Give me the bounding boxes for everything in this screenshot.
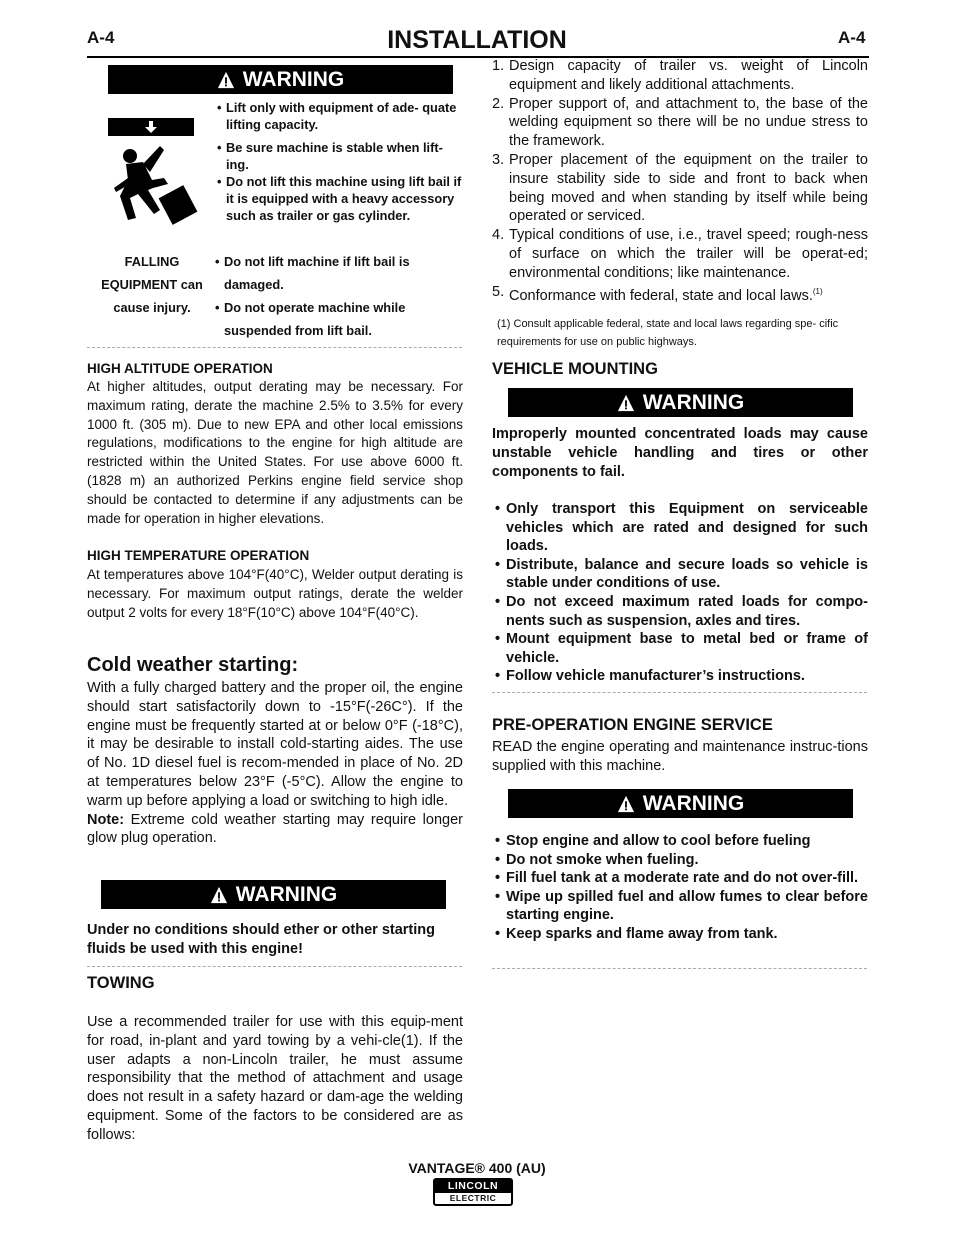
lift-warning-item: • Lift only with equipment of ade- quate lifting capacity. [215,99,465,133]
lift-warning-list-top [215,99,465,224]
lift-warning-header [108,65,453,94]
logo-top-text: LINCOLN [435,1180,511,1193]
warning-label: WARNING [242,67,345,91]
footnote: (1) Consult applicable federal, state and local laws regarding spe- cific requirements for use on public highways. [497,318,839,348]
warning-triangle-icon [210,886,228,904]
fuel-warning-item: • Do not smoke when fueling. [492,851,868,870]
note-label: Note: [87,811,125,828]
page-number-left: A-4 [87,28,115,47]
vehicle-warning-item: • Only transport this Equipment on serviceable vehicles which are rated and designed for such loads. [492,500,868,556]
lift-warning-item: • Be sure machine is stable when lift- ing. [215,139,465,173]
fuel-warning-header [508,789,853,818]
factor-item: 5. Conformance with federal, state and local laws.$^{(1)}$ [492,283,823,304]
vehicle-warning-item: • Distribute, balance and secure loads so vehicle is stable under conditions of use. [492,556,868,593]
falling-equipment-caption [88,250,216,319]
page-title: INSTALLATION [387,26,567,54]
fuel-warning-item: • Fill fuel tank at a moderate rate and do not over-fill. [492,869,868,888]
fuel-warning-item: • Wipe up spilled fuel and allow fumes to clear before starting engine. [492,888,868,925]
caption-line: EQUIPMENT can [101,277,203,292]
ether-warning-header [101,880,446,909]
vehicle-warning-item: • Mount equipment base to metal bed or frame of vehicle. [492,630,868,667]
vehicle-warning-intro: Improperly mounted concentrated loads may cause unstable vehicle handling and tires or other components to fail. [492,426,868,480]
warning-label: WARNING [235,882,338,906]
high-temperature-heading: HIGH TEMPERATURE OPERATION [87,548,310,563]
logo-bottom-text: ELECTRIC [449,1193,497,1203]
vehicle-warning-item: • Follow vehicle manufacturer’s instructions. [492,667,868,686]
fuel-warning-list [492,832,868,944]
footnote-ref: (1) [812,286,823,296]
ether-warning-text: Under no conditions should ether or other starting fluids be used with this engine! [87,922,436,957]
factor-item: 1. Design capacity of trailer vs. weight of Lincoln equipment and likely additional attachments. [492,58,868,93]
caption-line: FALLING [124,254,180,269]
lift-warning-item: • Do not operate machine while suspended from lift bail. [213,296,445,342]
footer-model: VANTAGE® 400 (AU) [408,1160,546,1176]
warning-triangle-icon [617,795,635,813]
page-number-right: A-4 [838,28,866,47]
vehicle-warning-item: • Do not exceed maximum rated loads for compo-nents such as suspension, axles and tires. [492,593,868,630]
warning-label: WARNING [642,390,745,414]
factor-item: 2. Proper support of, and attachment to, the base of the welding equipment so there will be no undue stress to the framework. [492,95,868,150]
falling-equipment-icon [108,118,200,228]
warning-triangle-icon [617,394,635,412]
lift-warning-item: • Do not lift machine if lift bail is damaged. [213,250,445,296]
vehicle-warning-list [492,500,868,686]
section-divider [492,968,867,969]
warning-triangle-icon [217,71,235,89]
lift-warning-list-bottom [213,250,445,342]
high-altitude-body: At higher altitudes, output derating may be necessary. For maximum rating, derate the machine 2.5% to 3.5% for every 1000 ft. (305 m). Due to new EPA and other local emissions regulations, modifications to the engine for high altitude are restricted within the United States. For use above 6000 ft.(1828 m) an authorized Perkins engine field service shop should be contacted to determine if any adjustments can be made for operation in higher elevations. [87,379,463,526]
caption-line: cause injury. [113,300,191,315]
towing-body: Use a recommended trailer for use with this equip-ment for road, in-plant and yard towing by a vehi-cle(1). If the user adapts a non-Lincoln trailer, he must assume responsibility that the method of attachment and usage does not result in a safety hazard or dam-age the welding equipment. Some of the factors to be considered are as follows: [87,1014,463,1143]
factor-item: 4. Typical conditions of use, i.e., travel speed; rough-ness of surface on which the trailer will be operat-ed; environmental conditions; like maintenance. [492,227,868,281]
high-temperature-body: At temperatures above 104°F(40°C), Welder output derating is necessary. For maximum output ratings, derate the welder output 2 volts for every 18°F(10°C) above 104°F(40°C). [87,567,463,620]
towing-factors-list [492,57,868,305]
note-text: Extreme cold weather starting may require longer glow plug operation. [87,811,463,847]
high-altitude-heading: HIGH ALTITUDE OPERATION [87,361,273,376]
lincoln-electric-logo [433,1178,513,1206]
towing-heading: TOWING [87,974,155,992]
pre-operation-heading: PRE-OPERATION ENGINE SERVICE [492,716,773,734]
fuel-warning-item: • Keep sparks and flame away from tank. [492,925,868,944]
section-divider [87,966,462,967]
section-divider [492,692,867,693]
cold-weather-text: With a fully charged battery and the proper oil, the engine should start satisfactorily down to -15°F(-26C°). If the engine must be frequently started at or below 0°F (-18°C), it may be desirable to install cold-starting aides. The use of No. 1D diesel fuel is recom-mended in place of No. 2D at temperatures below 23°F (-5°C). Allow the engine to warm up before applying a load or switching to high idle. [87,680,463,809]
cold-weather-heading: Cold weather starting: [87,654,299,676]
warning-label: WARNING [642,791,745,815]
pre-operation-body: READ the engine operating and maintenance instruc-tions supplied with this machine. [492,739,868,774]
vehicle-warning-header [508,388,853,417]
section-divider [87,347,462,348]
vehicle-mounting-heading: VEHICLE MOUNTING [492,360,658,378]
factor-item: 3. Proper placement of the equipment on the trailer to insure stability side to side and front to back when being moved and when standing by itself while being operated or serviced. [492,151,868,225]
lift-warning-item: • Do not lift this machine using lift bail if it is equipped with a heavy accessory such as trailer or gas cylinder. [215,173,465,224]
cold-weather-body [87,679,463,848]
fuel-warning-item: • Stop engine and allow to cool before fueling [492,832,868,851]
